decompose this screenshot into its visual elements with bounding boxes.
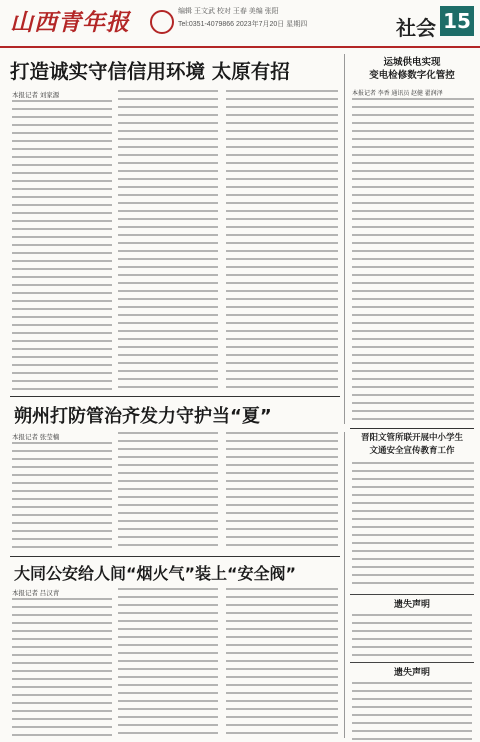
article2-headline: 朔州打防管治齐发力守护当“夏” bbox=[14, 406, 272, 427]
article1-byline: 本报记者 刘家源 bbox=[12, 92, 60, 99]
notice1-title: 遗失声明 bbox=[393, 600, 430, 610]
side2-text bbox=[352, 462, 474, 588]
newspaper-title: 山西青年报 bbox=[10, 9, 130, 36]
notice2-title: 遗失声明 bbox=[393, 668, 430, 678]
side1-text bbox=[352, 98, 474, 420]
side2-headline-line2: 文通安全宣传教育工作 bbox=[369, 446, 455, 456]
side1-byline: 本报记者 李香 通讯员 赵健 翟润泽 bbox=[352, 91, 443, 97]
column-divider bbox=[344, 54, 345, 424]
masthead-editors: 编辑 王文武 校对 王春 美编 张阳 bbox=[178, 8, 279, 15]
notice1-text bbox=[352, 614, 472, 658]
side1-headline bbox=[350, 56, 474, 82]
article3-text-column-2 bbox=[118, 588, 218, 736]
side2-headline-line1: 晋阳文管所联开展中小学生 bbox=[360, 433, 463, 443]
article3-headline: 大同公安给人间“烟火气”装上“安全阀” bbox=[14, 564, 297, 583]
article1-text-column-1 bbox=[12, 100, 112, 390]
section-rule-2 bbox=[10, 556, 340, 557]
section-name: 社会 bbox=[396, 16, 436, 40]
section-rule-1 bbox=[10, 396, 340, 397]
side-rule-1 bbox=[350, 428, 474, 429]
side2-headline bbox=[350, 432, 474, 458]
article1-text-column-3 bbox=[226, 90, 338, 390]
page-number: 15 bbox=[440, 6, 474, 36]
article3-byline: 本报记者 吕汉青 bbox=[12, 590, 60, 597]
article2-text-column-1 bbox=[12, 442, 112, 548]
newspaper-logo-icon bbox=[150, 10, 174, 34]
notice2 bbox=[350, 662, 474, 739]
column-divider-lower bbox=[344, 432, 345, 738]
article2-byline: 本报记者 张莹楠 bbox=[12, 434, 60, 441]
notice2-text bbox=[352, 682, 472, 740]
article2-text-column-2 bbox=[118, 432, 218, 548]
article2-text-column-3 bbox=[226, 432, 338, 548]
masthead bbox=[0, 0, 480, 48]
side1-headline-line1: 运城供电实现 bbox=[383, 57, 441, 68]
notice1 bbox=[350, 594, 474, 659]
masthead-date: Tel:0351-4079866 2023年7月20日 星期四 bbox=[178, 21, 308, 28]
article3-text-column-3 bbox=[226, 588, 338, 736]
article1-headline: 打造诚实守信信用环境 太原有招 bbox=[10, 60, 290, 83]
article3-text-column-1 bbox=[12, 598, 112, 736]
side1-headline-line2: 变电检修数字化管控 bbox=[369, 70, 455, 81]
article1-text-column-2 bbox=[118, 90, 218, 390]
